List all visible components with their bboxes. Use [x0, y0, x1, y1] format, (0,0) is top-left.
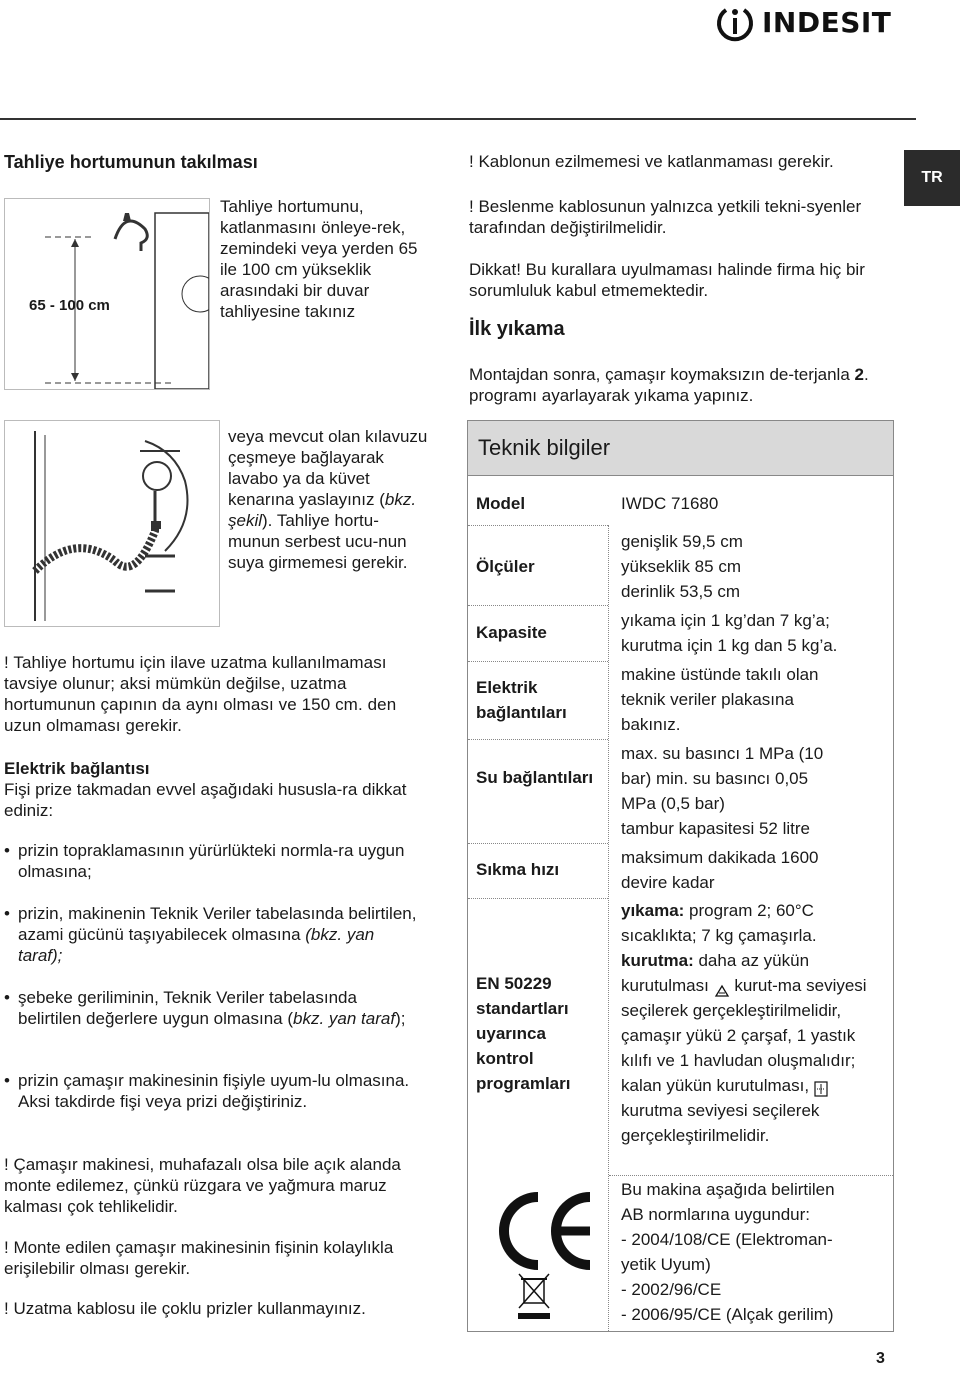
bullet-plug: • prizin çamaşır makinesinin fişiyle uyum-lu olmasına. Aksi takdirde fişi veya prizi değiştiriniz.	[18, 1070, 423, 1112]
capacity-dry: kurutma için 1 kg dan 5 kg’a.	[621, 636, 838, 655]
column-divider	[608, 525, 610, 1331]
hose-height-illustration	[5, 199, 209, 389]
capacity-label: Kapasite	[476, 623, 547, 642]
extension-note: ! Tahliye hortumu için ilave uzatma kullanılmaması tavsiye olunur; aksi mümkün değilse, uzatma hortumunun çapının da aynı olması ve 150 cm. den uzun olmaması gerekir.	[4, 653, 397, 735]
en-dry-text-3: kurutma seviyesi seçilerek gerçekleştirilmelidir.	[621, 1101, 820, 1145]
electric-label: Elektrik bağlantıları	[476, 678, 567, 722]
warning-accessible-plug: ! Monte edilen çamaşır makinesinin fişinin kolaylıkla erişilebilir olması gerekir.	[4, 1238, 394, 1278]
hose-instruction: Tahliye hortumunu, katlanmasını önleye-rek, zemindeki veya yerden 65 ile 100 cm yükseklik arasındaki bir duvar tahliyesine takınız	[220, 197, 418, 321]
capacity-wash: yıkama için 1 kg’dan 7 kg’a;	[621, 611, 830, 630]
basin-hose-illustration	[5, 421, 219, 626]
electric-values	[621, 662, 891, 737]
spin-values	[621, 845, 891, 895]
first-wash-part2: . programı ayarlayarak yıkama yapınız.	[469, 365, 869, 405]
liability-note: Dikkat! Bu kurallara uyulmaması halinde firma hiç bir sorumluluk kabul etmemektedir.	[469, 260, 865, 300]
ce-line-2: AB normlarına uygundur:	[621, 1205, 810, 1224]
water-values	[621, 741, 891, 841]
water-line-1: max. su basıncı 1 MPa (10	[621, 744, 824, 763]
dimension-depth: derinlik 53,5 cm	[621, 582, 741, 601]
first-wash-program: 2	[854, 365, 864, 384]
row-divider	[468, 661, 608, 663]
electric-line-2: teknik veriler plakasına	[621, 690, 794, 709]
bullet-voltage-text: şebeke geriliminin, Teknik Veriler tabelasında belirtilen değerlere uygun olmasına (	[18, 988, 357, 1028]
ce-line-4: yetik Uyum)	[621, 1255, 711, 1274]
weee-bin-icon	[516, 1271, 552, 1321]
tech-specs-title: Teknik bilgiler	[478, 435, 611, 460]
electric-line-1: makine üstünde takılı olan	[621, 665, 819, 684]
basin-text-part2: ). Tahliye hortu-munun serbest ucu-nun suya girmemesi gerekir.	[228, 511, 408, 572]
brand-logo-icon	[712, 4, 758, 42]
warning-outdoor: ! Çamaşır makinesi, muhafazalı olsa bile açık alanda monte edilemez, çünkü rüzgara ve yağmura maruz kalması çok tehlikelidir.	[4, 1155, 401, 1216]
tech-specs-table	[467, 420, 894, 1332]
ce-conformity-text	[621, 1177, 889, 1327]
water-label: Su bağlantıları	[476, 768, 594, 787]
ce-line-3: - 2004/108/CE (Elektroman-	[621, 1230, 833, 1249]
spin-label: Sıkma hızı	[476, 860, 560, 879]
ce-mark-icon	[490, 1191, 600, 1271]
brand-name: INDESIT	[762, 6, 892, 39]
water-line-2: bar) min. su basıncı 0,05	[621, 769, 809, 788]
page-number: 3	[876, 1350, 885, 1367]
first-wash-title: İlk yıkama	[469, 318, 565, 340]
model-value: IWDC 71680	[621, 494, 719, 513]
basin-text-italic: bkz. şekil	[228, 490, 417, 530]
ce-line-5: - 2002/96/CE	[621, 1280, 722, 1299]
timed-dry-icon	[814, 1079, 828, 1095]
water-line-4: tambur kapasitesi 52 litre	[621, 819, 810, 838]
en-standard-label: EN 50229 standartları uyarınca kontrol programları	[476, 974, 571, 1093]
language-tab: TR	[904, 150, 960, 206]
en-dry-label: kurutma:	[621, 951, 694, 970]
dry-level-icon	[714, 980, 730, 994]
bullet-voltage-ref: bkz. yan taraf	[293, 1009, 396, 1028]
en-wash-label: yıkama:	[621, 901, 685, 920]
en-wash-text: program 2; 60°C sıcaklıkta; 7 kg çamaşırla.	[621, 901, 817, 945]
en-dry-text-2: kurut-ma seviyesi seçilerek gerçekleştirilmelidir, çamaşır yükü 2 çarşaf, 1 yastık kılıfı ve 1 havludan oluşmalıdır; kalan yükün kurutulması,	[621, 976, 867, 1095]
row-divider	[468, 739, 608, 741]
warning-extension-cable: ! Uzatma kablosu ile çoklu prizler kullanmayınız.	[4, 1299, 366, 1318]
ce-line-1: Bu makina aşağıda belirtilen	[621, 1180, 835, 1199]
row-divider	[468, 898, 608, 900]
cable-replace-note: ! Beslenme kablosunun yalnızca yetkili tekni-syenler tarafından değiştirilmelidir.	[469, 197, 862, 237]
spin-line-1: maksimum dakikada 1600	[621, 848, 819, 867]
hose-section-title: Tahliye hortumunun takılması	[4, 152, 258, 172]
ce-line-6: - 2006/95/CE (Alçak gerilim)	[621, 1305, 834, 1324]
dimensions-values	[621, 529, 891, 604]
water-line-3: MPa (0,5 bar)	[621, 794, 725, 813]
bullet-voltage	[18, 987, 423, 1029]
en-standard-values	[621, 898, 886, 1148]
electric-line-3: bakınız.	[621, 715, 681, 734]
bullet-voltage-end: );	[395, 1009, 406, 1028]
basin-text-part1: veya mevcut olan kılavuzu çeşmeye bağlayarak lavabo ya da küvet kenarına yaslayınız (	[228, 427, 428, 509]
basin-diagram	[4, 420, 220, 627]
bullet-power-ref: (bkz. yan taraf);	[18, 925, 375, 965]
bullet-power-text: prizin, makinenin Teknik Veriler tabelasında belirtilen, azami gücünü taşıyabilecek olmasına	[18, 904, 417, 944]
row-divider	[468, 525, 608, 527]
row-divider	[468, 843, 608, 845]
header-rule	[0, 118, 916, 120]
dimension-width: genişlik 59,5 cm	[621, 532, 743, 551]
bullet-grounding: • prizin topraklamasının yürürlükteki normla-ra uygun olmasına;	[18, 840, 423, 882]
first-wash-part1: Montajdan sonra, çamaşır koymaksızın de-terjanla	[469, 365, 855, 384]
hose-height-diagram	[4, 198, 210, 390]
electric-section-title: Elektrik bağlantısı	[4, 759, 150, 778]
capacity-values	[621, 608, 891, 658]
row-divider	[468, 605, 608, 607]
basin-instruction	[228, 426, 428, 573]
en-dry-text-1: daha az yükün kurutulması	[621, 951, 810, 995]
dimensions-label: Ölçüler	[476, 557, 535, 576]
cable-note: ! Kablonun ezilmemesi ve katlanmaması gerekir.	[469, 152, 834, 171]
tech-specs-header	[468, 421, 893, 476]
electric-intro: Fişi prize takmadan evvel aşağıdaki hususla-ra dikkat ediniz:	[4, 780, 407, 820]
dimension-height: yükseklik 85 cm	[621, 557, 741, 576]
model-label: Model	[476, 494, 526, 513]
spin-line-2: devire kadar	[621, 873, 715, 892]
hose-height-label: 65 - 100 cm	[29, 297, 110, 314]
first-wash-text	[469, 364, 889, 406]
bullet-power	[18, 903, 423, 966]
